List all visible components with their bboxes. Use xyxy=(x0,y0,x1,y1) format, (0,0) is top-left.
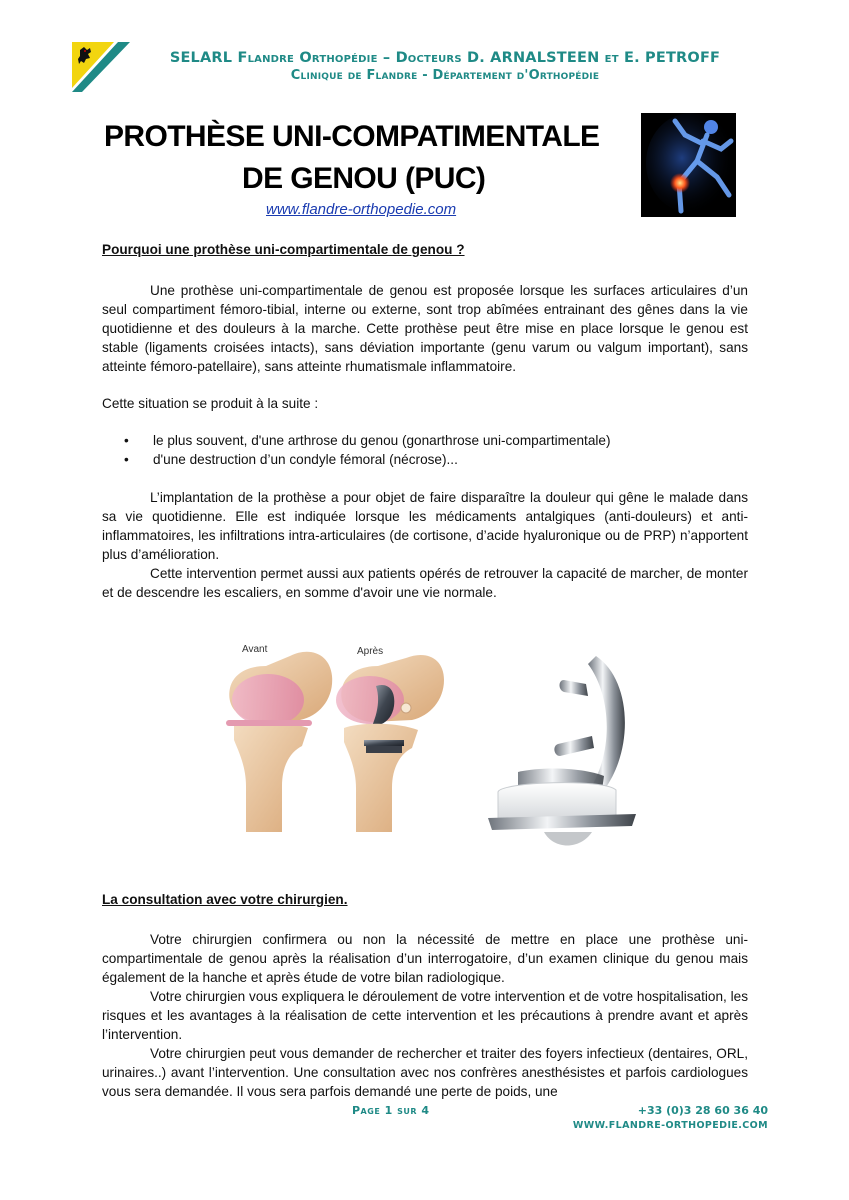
paragraph: Votre chirurgien confirmera ou non la nécessité de mettre en place une prothèse uni-compartimentale de genou après la réalisation d’un interrogatoire, d’un examen clinique du genou mais également de la hanche et après étude de votre bilan radiologique. xyxy=(102,932,748,985)
paragraph: Cette intervention permet aussi aux patients opérés de retrouver la capacité de marcher, de monter et de descendre les escaliers, en somme d'avoir une vie normale. xyxy=(102,566,748,600)
section-heading-why: Pourquoi une prothèse uni-compartimentale de genou ? xyxy=(102,242,465,257)
bullet-icon: • xyxy=(124,433,129,448)
footer-phone: +33 (0)3 28 60 36 40 xyxy=(637,1104,768,1117)
figure-label-after: Après xyxy=(357,646,384,657)
flanders-lion-logo xyxy=(72,42,130,92)
paragraph: Cette situation se produit à la suite : xyxy=(102,396,319,411)
knee-implant-photo xyxy=(484,650,640,860)
knee-before-after-illustration xyxy=(220,636,448,836)
page-title-line1: PROTHÈSE UNI-COMPATIMENTALE xyxy=(104,120,600,153)
paragraph: L’implantation de la prothèse a pour objet de faire disparaître la douleur qui gêne le malade dans sa vie quotidienne. Elle est indiquée lorsque les médicaments antalgiques (anti-douleurs) et anti-inflammatoires, les infiltrations intra-articulaires (de cortisone, d’acide hyaluronique ou de PRP) n’apportent plus d’amélioration. xyxy=(102,490,748,562)
figure-label-before: Avant xyxy=(242,644,268,655)
page-title-line2: DE GENOU (PUC) xyxy=(242,162,486,195)
website-link[interactable]: www.flandre-orthopedie.com xyxy=(266,201,457,218)
page-number: Page 1 sur 4 xyxy=(352,1104,430,1117)
paragraph: Votre chirurgien peut vous demander de rechercher et traiter des foyers infectieux (dentaires, ORL, urinaires..) avant l’intervention. Une consultation avec nos confrères anesthésistes et parfois cardiologues vous sera demandée. Il vous sera parfois demandé une perte de poids, une xyxy=(102,1046,748,1099)
list-item-text: le plus souvent, d'une arthrose du genou (gonarthrose uni-compartimentale) xyxy=(153,433,611,448)
list-item-text: d'une destruction d’un condyle fémoral (nécrose)... xyxy=(153,452,458,467)
paragraph: Une prothèse uni-compartimentale de genou est proposée lorsque les surfaces articulaires d’un seul compartiment fémoro-tibial, interne ou externe, sont trop abîmées entrainant des gênes dans la vie quotidienne et des douleurs à la marche. Cette prothèse peut être mise en place lorsque le genou est stable (ligaments croisées intacts), sans déviation importante (genu varum ou valgum important), sans atteinte fémoro-patellaire), sans atteinte rhumatismale inflammatoire. xyxy=(102,283,748,374)
list-item xyxy=(124,431,744,450)
running-skeleton-image xyxy=(641,113,736,217)
bullet-icon: • xyxy=(124,452,129,467)
section-heading-consultation: La consultation avec votre chirurgien. xyxy=(102,892,348,907)
paragraph: Votre chirurgien vous expliquera le déroulement de votre intervention et de votre hospitalisation, les risques et les avantages à la réalisation de cette intervention et les précautions à prendre avant et après l’intervention. xyxy=(102,989,748,1042)
header-practice-name: SELARL Flandre Orthopédie – Docteurs D. ARNALSTEEN et E. PETROFF xyxy=(169,50,721,66)
footer-website-link[interactable]: WWW.FLANDRE-ORTHOPEDIE.COM xyxy=(572,1120,768,1131)
header-clinic-name: Clinique de Flandre - Département d'Orthopédie xyxy=(290,68,600,83)
list-item xyxy=(124,450,744,469)
bullet-list xyxy=(124,431,744,469)
